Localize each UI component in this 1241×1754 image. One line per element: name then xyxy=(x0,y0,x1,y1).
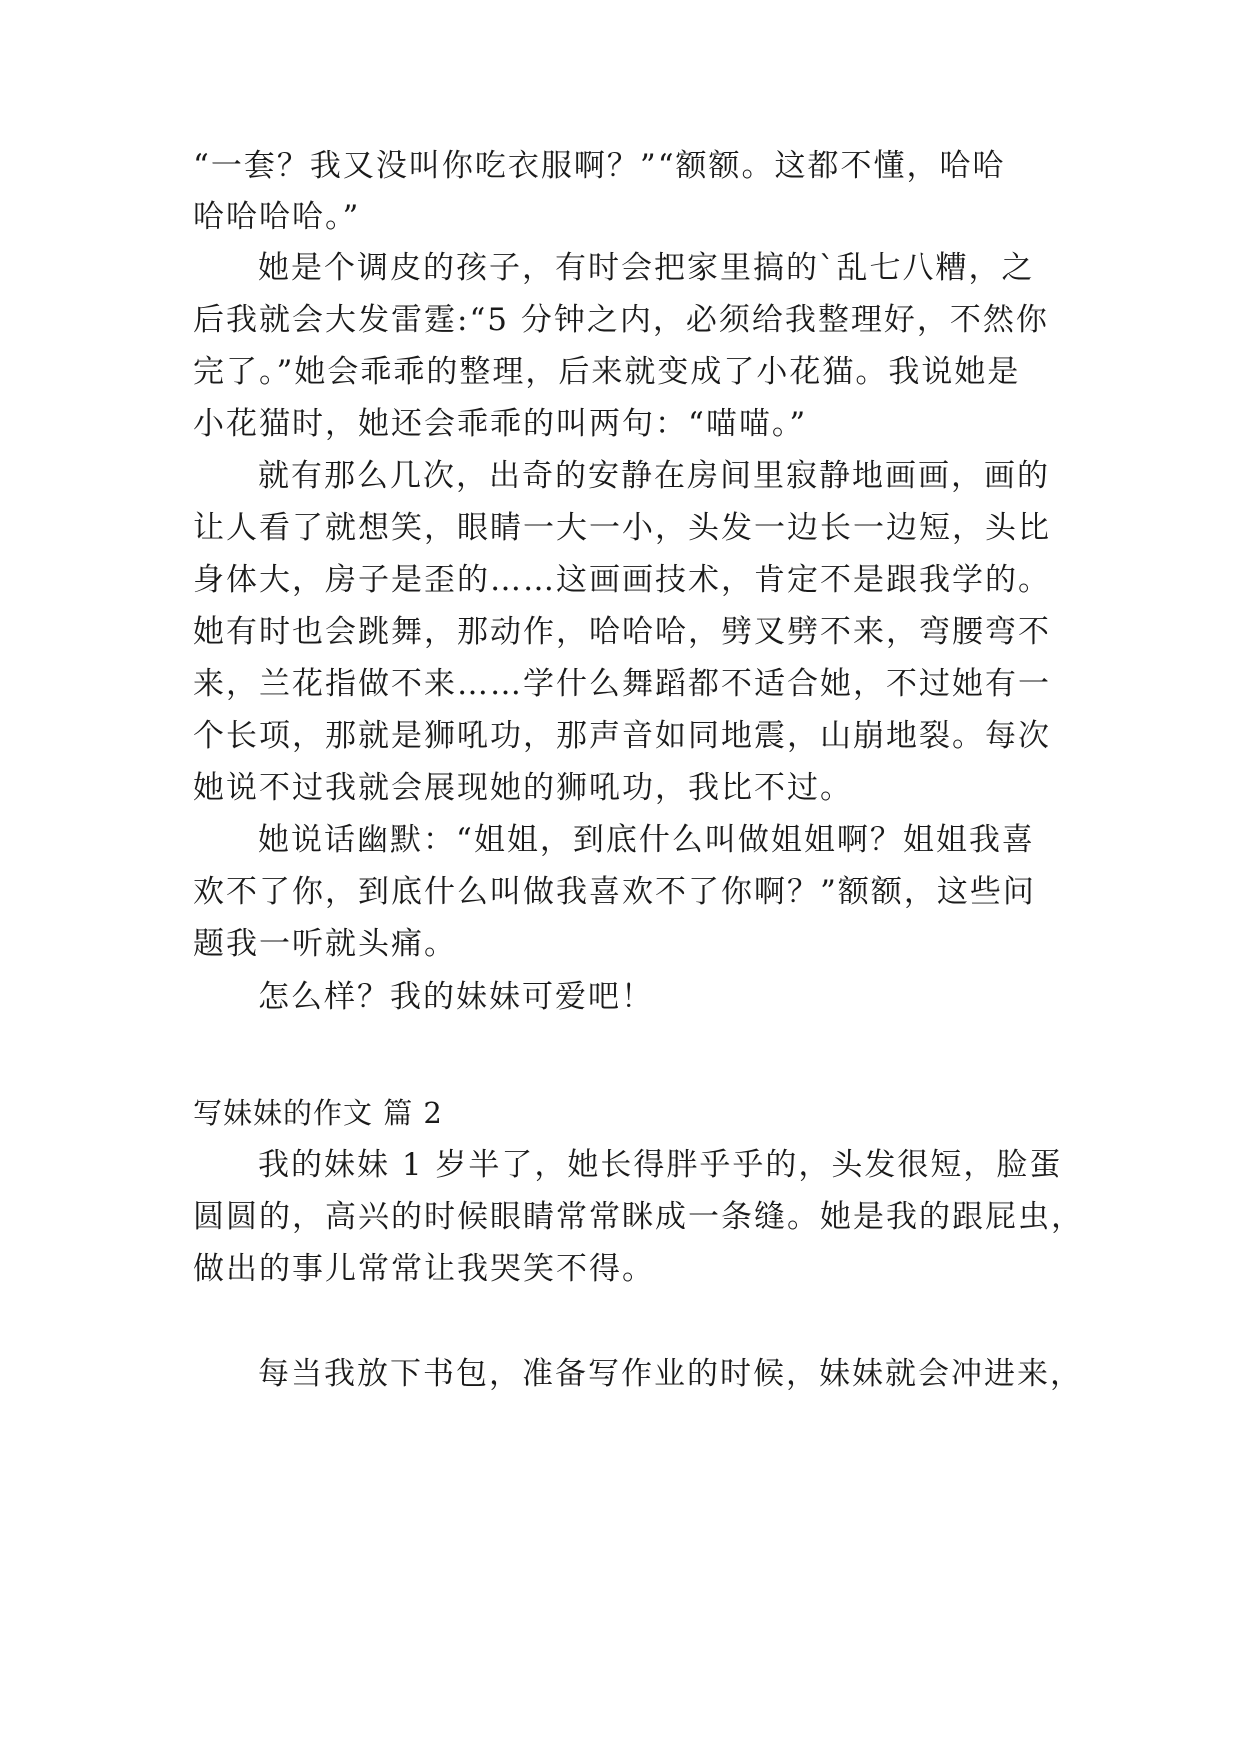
text-line: 来，兰花指做不来……学什么舞蹈都不适合她，不过她有一 xyxy=(193,666,1051,702)
text-line: 个长项，那就是狮吼功，那声音如同地震，山崩地裂。每次 xyxy=(193,718,1051,754)
text-line: 身体大，房子是歪的……这画画技术，肯定不是跟我学的。 xyxy=(193,562,1051,598)
text-line: 圆圆的，高兴的时候眼睛常常眯成一条缝。她是我的跟屁虫， xyxy=(193,1199,1084,1235)
paragraph-start-line: 每当我放下书包，准备写作业的时候，妹妹就会冲进来， xyxy=(258,1356,1083,1392)
text-line: 让人看了就想笑，眼睛一大一小，头发一边长一边短，头比 xyxy=(193,510,1051,546)
section-heading: 写妹妹的作文 篇 2 xyxy=(193,1096,443,1130)
text-line: 小花猫时，她还会乖乖的叫两句：“喵喵。” xyxy=(193,406,808,442)
text-line: 她有时也会跳舞，那动作，哈哈哈，劈叉劈不来，弯腰弯不 xyxy=(193,614,1051,650)
text-line: 做出的事儿常常让我哭笑不得。 xyxy=(193,1251,655,1287)
text-line: 完了。”她会乖乖的整理，后来就变成了小花猫。我说她是 xyxy=(193,354,1021,390)
paragraph-start-line: 她是个调皮的孩子，有时会把家里搞的`乱七八糟，之 xyxy=(258,250,1035,286)
paragraph-start-line: 她说话幽默：“姐姐，到底什么叫做姐姐啊？姐姐我喜 xyxy=(258,822,1035,858)
paragraph-start-line: 怎么样？我的妹妹可爱吧！ xyxy=(258,979,654,1015)
paragraph-start-line: 我的妹妹 1 岁半了，她长得胖乎乎的，头发很短，脸蛋 xyxy=(258,1147,1063,1183)
paragraph-start-line: 就有那么几次，出奇的安静在房间里寂静地画画，画的 xyxy=(258,458,1050,494)
text-line: 哈哈哈哈。” xyxy=(193,199,361,235)
text-line: 她说不过我就会展现她的狮吼功，我比不过。 xyxy=(193,770,853,806)
text-line: 后我就会大发雷霆:“5 分钟之内，必须给我整理好，不然你 xyxy=(193,302,1049,338)
text-line: 欢不了你，到底什么叫做我喜欢不了你啊？”额额，这些问 xyxy=(193,874,1036,910)
text-line: “一套？我又没叫你吃衣服啊？”“额额。这都不懂，哈哈 xyxy=(193,148,1006,184)
text-line: 题我一听就头痛。 xyxy=(193,926,457,962)
